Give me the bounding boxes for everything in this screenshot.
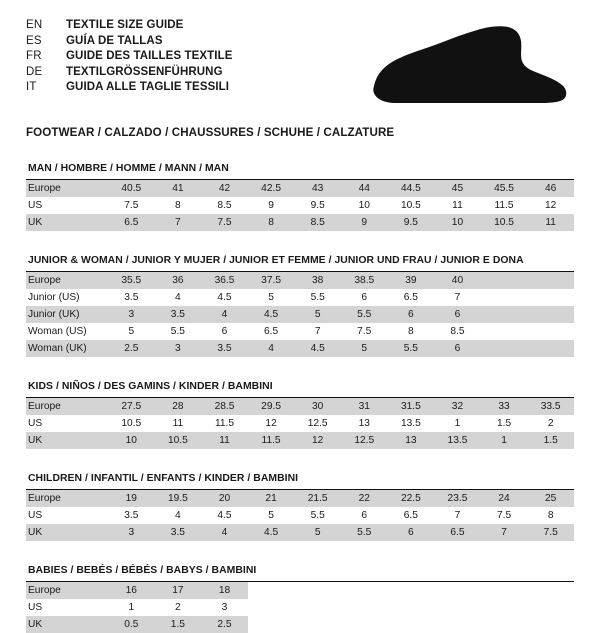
language-title: TEXTILE SIZE GUIDE [66, 19, 184, 31]
size-cell: 42.5 [248, 180, 295, 197]
language-title: TEXTILGRÖSSENFÜHRUNG [66, 65, 223, 78]
size-cell: 8 [155, 197, 202, 214]
size-cell [527, 340, 574, 357]
row-label: Europe [26, 398, 108, 415]
table-row [26, 507, 574, 524]
size-cell: 4 [155, 507, 202, 524]
language-row [26, 34, 233, 50]
row-label: Woman (US) [26, 323, 108, 340]
size-cell: 44.5 [388, 180, 435, 197]
row-label: US [26, 599, 108, 616]
size-cell: 19 [108, 490, 155, 507]
size-cell: 3.5 [108, 507, 155, 524]
table-row [26, 180, 574, 197]
row-label: US [26, 197, 108, 214]
size-cell: 4.5 [248, 524, 295, 541]
table-row [26, 599, 248, 616]
size-cell: 12 [248, 415, 295, 432]
size-cell: 5 [108, 323, 155, 340]
row-label: Europe [26, 490, 108, 507]
size-group [26, 381, 574, 449]
language-code: IT [26, 81, 37, 94]
language-code: DE [26, 65, 43, 78]
size-cell: 21 [248, 490, 295, 507]
table-row [26, 306, 574, 323]
size-cell: 0.5 [108, 616, 155, 633]
size-cell: 5 [294, 524, 341, 541]
size-cell: 13.5 [434, 432, 481, 449]
size-cell: 30 [294, 398, 341, 415]
size-cell: 36 [155, 272, 202, 289]
size-cell: 7 [155, 214, 202, 231]
size-cell: 7.5 [481, 507, 528, 524]
size-group-label: JUNIOR & WOMAN / JUNIOR Y MUJER / JUNIOR ET FEMME / JUNIOR UND FRAU / JUNIOR E DONA [26, 255, 574, 272]
language-row [26, 65, 233, 81]
size-cell: 11.5 [481, 197, 528, 214]
language-title: GUIDE DES TAILLES TEXTILE [66, 50, 233, 63]
size-cell: 12.5 [294, 415, 341, 432]
size-cell: 10.5 [388, 197, 435, 214]
size-cell: 10.5 [155, 432, 202, 449]
page-title: FOOTWEAR / CALZADO / CHAUSSURES / SCHUHE / CALZATURE [26, 126, 395, 139]
size-cell: 6.5 [248, 323, 295, 340]
size-cell: 43 [294, 180, 341, 197]
size-cell: 6 [434, 340, 481, 357]
language-code: EN [26, 19, 43, 31]
table-row [26, 432, 574, 449]
size-cell: 4.5 [201, 289, 248, 306]
size-cell: 2.5 [201, 616, 248, 633]
size-cell: 4 [155, 289, 202, 306]
size-cell: 13 [388, 432, 435, 449]
size-cell [527, 306, 574, 323]
size-cell: 40 [434, 272, 481, 289]
table-row [26, 323, 574, 340]
size-cell: 5.5 [294, 289, 341, 306]
size-cell: 23.5 [434, 490, 481, 507]
size-cell: 11 [155, 415, 202, 432]
size-cell: 3 [201, 599, 248, 616]
size-cell [527, 323, 574, 340]
size-cell: 4 [248, 340, 295, 357]
size-cell: 5.5 [294, 507, 341, 524]
size-cell: 6 [341, 289, 388, 306]
table-row [26, 197, 574, 214]
size-cell: 12 [294, 432, 341, 449]
size-cell: 5 [248, 289, 295, 306]
size-cell: 13 [341, 415, 388, 432]
size-cell: 5 [294, 306, 341, 323]
size-cell: 6 [201, 323, 248, 340]
row-label: US [26, 507, 108, 524]
language-row [26, 80, 233, 96]
size-cell: 11 [201, 432, 248, 449]
size-cell: 9 [248, 197, 295, 214]
language-row [26, 18, 233, 34]
size-cell: 29.5 [248, 398, 295, 415]
table-row [26, 524, 574, 541]
size-cell: 41 [155, 180, 202, 197]
table-row [26, 289, 574, 306]
size-cell: 5 [341, 340, 388, 357]
size-cell: 9 [341, 214, 388, 231]
size-cell: 7.5 [527, 524, 574, 541]
size-cell: 7.5 [201, 214, 248, 231]
size-cell: 6 [341, 507, 388, 524]
size-cell: 10.5 [108, 415, 155, 432]
size-cell [481, 272, 528, 289]
size-cell [481, 323, 528, 340]
size-tables [26, 163, 574, 633]
row-label: US [26, 415, 108, 432]
size-table [26, 272, 574, 357]
size-cell: 3.5 [201, 340, 248, 357]
size-cell: 4 [201, 306, 248, 323]
size-cell: 6.5 [388, 507, 435, 524]
size-cell: 32 [434, 398, 481, 415]
row-label: UK [26, 524, 108, 541]
size-cell: 3 [155, 340, 202, 357]
size-group-label: KIDS / NIÑOS / DES GAMINS / KINDER / BAMBINI [26, 381, 574, 398]
size-cell: 3.5 [155, 524, 202, 541]
table-row [26, 272, 574, 289]
language-code: FR [26, 50, 42, 63]
size-cell: 8.5 [201, 197, 248, 214]
table-row [26, 340, 574, 357]
size-cell [481, 340, 528, 357]
size-cell: 5.5 [341, 306, 388, 323]
row-label: Junior (UK) [26, 306, 108, 323]
size-group-label: CHILDREN / INFANTIL / ENFANTS / KINDER / BAMBINI [26, 473, 574, 490]
size-cell: 44 [341, 180, 388, 197]
size-cell: 6.5 [434, 524, 481, 541]
header [26, 18, 574, 110]
size-cell: 4.5 [248, 306, 295, 323]
size-cell: 11.5 [201, 415, 248, 432]
size-cell: 6.5 [108, 214, 155, 231]
size-cell: 6 [388, 524, 435, 541]
size-cell: 45.5 [481, 180, 528, 197]
size-cell: 27.5 [108, 398, 155, 415]
size-cell: 4 [201, 524, 248, 541]
size-cell: 8.5 [294, 214, 341, 231]
size-cell [527, 289, 574, 306]
size-cell: 25 [527, 490, 574, 507]
table-row [26, 582, 248, 599]
size-cell: 11 [527, 214, 574, 231]
size-cell: 19.5 [155, 490, 202, 507]
size-cell: 4.5 [201, 507, 248, 524]
row-label: Woman (UK) [26, 340, 108, 357]
row-label: Europe [26, 582, 108, 599]
size-cell: 3 [108, 306, 155, 323]
size-cell: 12.5 [341, 432, 388, 449]
language-title: GUÍA DE TALLAS [66, 34, 163, 47]
size-cell: 33 [481, 398, 528, 415]
table-row [26, 415, 574, 432]
dress-shoe-icon [370, 24, 570, 110]
size-group [26, 163, 574, 231]
size-cell: 1 [108, 599, 155, 616]
size-cell: 33.5 [527, 398, 574, 415]
size-cell: 38.5 [341, 272, 388, 289]
size-cell: 1 [434, 415, 481, 432]
size-cell: 7 [481, 524, 528, 541]
size-cell [527, 272, 574, 289]
row-label: UK [26, 214, 108, 231]
size-group [26, 255, 574, 357]
size-cell: 1 [481, 432, 528, 449]
size-cell: 3.5 [155, 306, 202, 323]
size-group-label: BABIES / BEBÉS / BÉBÉS / BABYS / BAMBINI [26, 565, 574, 582]
size-cell: 11.5 [248, 432, 295, 449]
table-row [26, 616, 248, 633]
size-cell: 5 [248, 507, 295, 524]
size-cell: 1.5 [155, 616, 202, 633]
size-cell: 21.5 [294, 490, 341, 507]
table-row [26, 490, 574, 507]
size-cell: 1.5 [481, 415, 528, 432]
size-table [26, 398, 574, 449]
size-cell: 8 [388, 323, 435, 340]
row-label: UK [26, 432, 108, 449]
size-cell: 6.5 [388, 289, 435, 306]
size-cell: 20 [201, 490, 248, 507]
size-cell: 7.5 [341, 323, 388, 340]
table-row [26, 214, 574, 231]
size-cell: 5.5 [341, 524, 388, 541]
row-label: UK [26, 616, 108, 633]
size-cell: 8 [527, 507, 574, 524]
row-label: Junior (US) [26, 289, 108, 306]
size-cell: 9.5 [294, 197, 341, 214]
size-cell: 9.5 [388, 214, 435, 231]
size-cell: 46 [527, 180, 574, 197]
size-cell: 22.5 [388, 490, 435, 507]
size-cell: 37.5 [248, 272, 295, 289]
size-cell [481, 289, 528, 306]
size-cell: 38 [294, 272, 341, 289]
size-cell: 6 [434, 306, 481, 323]
size-cell: 28 [155, 398, 202, 415]
size-cell: 10 [108, 432, 155, 449]
size-cell: 7 [434, 507, 481, 524]
language-title: GUIDA ALLE TAGLIE TESSILI [66, 81, 230, 94]
size-cell: 13.5 [388, 415, 435, 432]
size-cell: 31 [341, 398, 388, 415]
size-cell: 28.5 [201, 398, 248, 415]
size-cell: 3 [108, 524, 155, 541]
language-code: ES [26, 34, 42, 47]
row-label: Europe [26, 180, 108, 197]
row-label: Europe [26, 272, 108, 289]
size-cell [481, 306, 528, 323]
size-cell: 6 [388, 306, 435, 323]
size-table [26, 490, 574, 541]
size-cell: 4.5 [294, 340, 341, 357]
size-cell: 18 [201, 582, 248, 599]
size-cell: 5.5 [388, 340, 435, 357]
size-cell: 2 [155, 599, 202, 616]
size-group-label: MAN / HOMBRE / HOMME / MANN / MAN [26, 163, 574, 180]
size-cell: 40.5 [108, 180, 155, 197]
size-cell: 12 [527, 197, 574, 214]
size-cell: 24 [481, 490, 528, 507]
size-cell: 3.5 [108, 289, 155, 306]
size-cell: 1.5 [527, 432, 574, 449]
size-cell: 10.5 [481, 214, 528, 231]
size-cell: 10 [341, 197, 388, 214]
size-cell: 10 [434, 214, 481, 231]
language-row [26, 49, 233, 65]
size-table [26, 582, 248, 633]
size-cell: 36.5 [201, 272, 248, 289]
size-cell: 2 [527, 415, 574, 432]
size-cell: 5.5 [155, 323, 202, 340]
size-group [26, 473, 574, 541]
size-table [26, 180, 574, 231]
size-cell: 17 [155, 582, 202, 599]
size-cell: 22 [341, 490, 388, 507]
size-cell: 31.5 [388, 398, 435, 415]
size-cell: 7 [294, 323, 341, 340]
size-cell: 7.5 [108, 197, 155, 214]
size-cell: 16 [108, 582, 155, 599]
table-row [26, 398, 574, 415]
size-cell: 8.5 [434, 323, 481, 340]
size-group [26, 565, 574, 633]
size-cell: 2.5 [108, 340, 155, 357]
size-cell: 7 [434, 289, 481, 306]
size-cell: 39 [388, 272, 435, 289]
size-cell: 8 [248, 214, 295, 231]
size-cell: 42 [201, 180, 248, 197]
size-cell: 35.5 [108, 272, 155, 289]
size-cell: 45 [434, 180, 481, 197]
language-title-list [26, 18, 233, 96]
size-cell: 11 [434, 197, 481, 214]
